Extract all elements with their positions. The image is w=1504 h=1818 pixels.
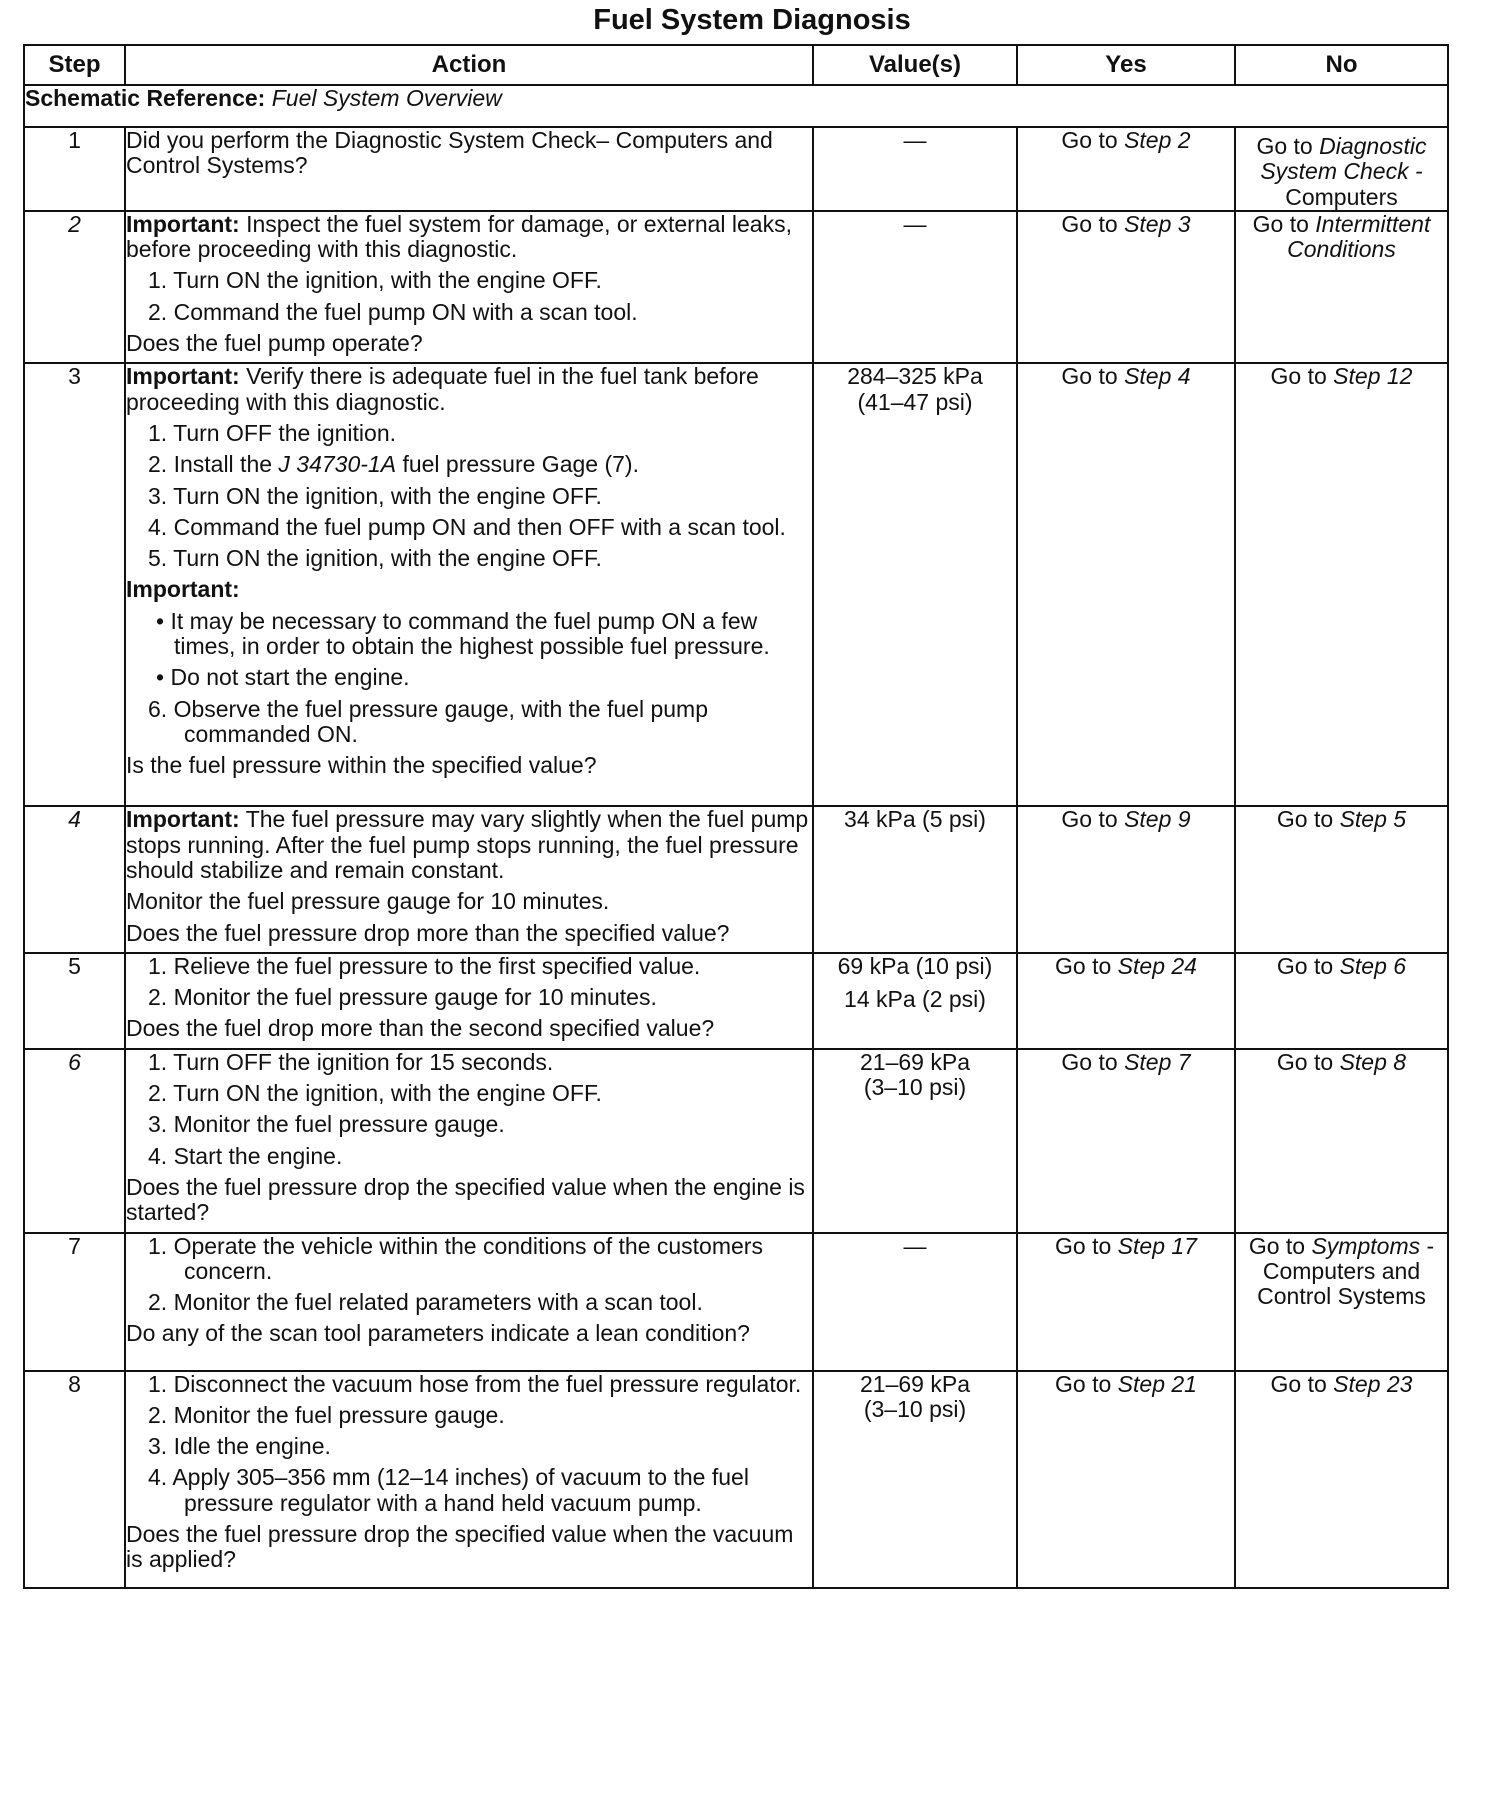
instruction-text: Command the fuel pump ON with a scan tool. <box>173 298 638 325</box>
bullet-icon: • <box>156 664 171 691</box>
instruction-number: 1. <box>148 267 174 294</box>
instruction-text: Turn ON the ignition, with the engine OFF. <box>173 1080 602 1107</box>
schematic-reference <box>24 85 1448 127</box>
yes-action-text: Go to <box>1061 127 1125 153</box>
bullet-instruction <box>126 609 812 660</box>
instruction-number: 3. <box>148 482 174 509</box>
numbered-instruction <box>126 1112 812 1137</box>
yes-action <box>1017 127 1235 211</box>
numbered-instruction <box>126 1081 812 1106</box>
instruction-text: Turn ON the ignition, with the engine OFF. <box>173 267 602 294</box>
instruction-text: Monitor the fuel pressure gauge. <box>173 1401 505 1428</box>
no-action-text: Go to <box>1276 952 1340 979</box>
question-text: Does the fuel pump operate? <box>126 330 423 357</box>
header-no: No <box>1235 45 1448 85</box>
step-number: 1 <box>24 127 125 211</box>
instruction-number: 1. <box>148 952 174 979</box>
value-text: 69 kPa (10 psi) <box>837 952 993 979</box>
yes-action <box>1017 211 1235 363</box>
no-action <box>1235 1233 1448 1371</box>
step-number: 7 <box>24 1233 125 1371</box>
instruction-number: 3. <box>148 1433 174 1460</box>
no-action-link[interactable]: Step 8 <box>1339 1048 1407 1075</box>
value-text: 21–69 kPa (3–10 psi) <box>860 1048 970 1101</box>
yes-action-text: Go to <box>1061 363 1125 390</box>
instruction-number: 4. <box>148 1142 174 1169</box>
instruction-number: 3. <box>148 1111 174 1138</box>
question-text: Does the fuel pressure drop the specified value when the vacuum is applied? <box>126 1521 794 1573</box>
value-text: — <box>903 210 927 237</box>
instruction-number: 2. <box>148 1401 174 1428</box>
header-yes: Yes <box>1017 45 1235 85</box>
value-text: 14 kPa (2 psi) <box>844 986 986 1013</box>
no-action <box>1235 953 1448 1049</box>
instruction-text: Install the <box>173 451 279 478</box>
instruction-number: 2. <box>148 1080 174 1107</box>
no-action-suffix: - Computers and Control Systems <box>1257 1232 1435 1310</box>
yes-action-text: Go to <box>1055 1232 1118 1259</box>
important-note <box>126 807 812 883</box>
instruction-text: Idle the engine. <box>173 1433 331 1460</box>
step-action <box>125 211 813 363</box>
step-number: 3 <box>24 363 125 806</box>
instruction-text: Start the engine. <box>173 1142 343 1169</box>
yes-action-link[interactable]: Step 24 <box>1117 952 1197 979</box>
instruction-text: Command the fuel pump ON and then OFF with a scan tool. <box>173 513 786 540</box>
value-text: 284–325 kPa (41–47 psi) <box>847 363 983 415</box>
yes-action-link[interactable]: Step 4 <box>1124 363 1191 390</box>
yes-action-link[interactable]: Step 2 <box>1124 127 1191 153</box>
step-action <box>125 363 813 806</box>
yes-action <box>1017 1233 1235 1371</box>
step-number: 5 <box>24 953 125 1049</box>
no-action-text: Go to <box>1256 133 1320 159</box>
yes-action-link[interactable]: Step 3 <box>1124 210 1191 237</box>
bullet-icon: • <box>156 607 171 634</box>
step-row-7 <box>24 1233 1448 1371</box>
instruction-number: 2. <box>148 984 174 1011</box>
yes-action-link[interactable]: Step 21 <box>1117 1370 1197 1397</box>
yes-action-link[interactable]: Step 7 <box>1124 1048 1191 1075</box>
step-action <box>125 1049 813 1233</box>
value-text: 21–69 kPa (3–10 psi) <box>860 1370 970 1422</box>
no-action <box>1235 127 1448 211</box>
yes-action <box>1017 1371 1235 1588</box>
question-text: Does the fuel pressure drop the specified value when the engine is started? <box>126 1173 805 1226</box>
no-action <box>1235 363 1448 806</box>
instruction-text: Monitor the fuel pressure gauge. <box>173 1111 505 1138</box>
numbered-instruction <box>126 515 812 540</box>
step-action <box>125 953 813 1049</box>
yes-action <box>1017 363 1235 806</box>
no-action-link[interactable]: Step 12 <box>1333 363 1413 390</box>
instruction-text: Relieve the fuel pressure to the first specified value. <box>173 952 701 979</box>
step-values <box>813 1371 1017 1588</box>
no-action-text: Go to <box>1276 1048 1340 1075</box>
step-values <box>813 127 1017 211</box>
numbered-instruction <box>126 268 812 293</box>
yes-action <box>1017 953 1235 1049</box>
no-action-link[interactable]: Symptoms <box>1311 1232 1421 1259</box>
diagnosis-table <box>23 44 1449 1589</box>
step-row-5 <box>24 953 1448 1049</box>
instruction-number: 1. <box>148 1232 174 1259</box>
important-label: Important: <box>126 363 240 390</box>
instruction-text: fuel pressure Gage (7). <box>396 451 639 478</box>
no-action-text: Go to <box>1252 210 1316 237</box>
numbered-instruction <box>126 954 812 979</box>
value-text: 34 kPa (5 psi) <box>844 806 986 833</box>
instruction-number: 6. <box>148 695 174 722</box>
step-values <box>813 953 1017 1049</box>
instruction-number: 1. <box>148 1370 174 1397</box>
numbered-instruction <box>126 1403 812 1428</box>
instruction-text: Do not start the engine. <box>170 664 410 691</box>
instruction-text: Disconnect the vacuum hose from the fuel pressure regulator. <box>173 1370 802 1397</box>
step-action <box>125 806 813 952</box>
step-row-6 <box>24 1049 1448 1233</box>
important-label: Important: <box>126 576 240 603</box>
yes-action-text: Go to <box>1061 210 1125 237</box>
no-action-text: Go to <box>1276 806 1340 833</box>
no-action-link[interactable]: Step 5 <box>1339 806 1407 833</box>
instruction-text: Apply 305–356 mm (12–14 inches) of vacuum to the fuel pressure regulator with a hand held vacuum pump. <box>172 1464 749 1516</box>
step-values <box>813 1233 1017 1371</box>
no-action <box>1235 1049 1448 1233</box>
numbered-instruction <box>126 546 812 571</box>
important-text: The fuel pressure may vary slightly when the fuel pump stops running. After the fuel pump stops running, the fuel pressure should stabilize and remain constant. <box>126 806 809 883</box>
no-action-text: Go to <box>1270 1370 1334 1397</box>
instruction-text: Turn OFF the ignition. <box>173 419 397 446</box>
instruction-number: 2. <box>148 451 174 478</box>
step-row-2 <box>24 211 1448 363</box>
yes-action <box>1017 806 1235 952</box>
no-action-link[interactable]: Step 6 <box>1339 952 1407 979</box>
instruction-number: 4. <box>148 1464 173 1491</box>
header-action: Action <box>125 45 813 85</box>
no-action-link[interactable]: Intermittent Conditions <box>1287 210 1431 263</box>
instruction-text: Monitor the fuel pressure gauge for 10 minutes. <box>173 984 657 1011</box>
numbered-instruction <box>126 300 812 325</box>
schematic-reference-link[interactable]: Fuel System Overview <box>271 85 502 111</box>
instruction-number: 5. <box>148 545 174 572</box>
yes-action <box>1017 1049 1235 1233</box>
numbered-instruction <box>126 1234 812 1285</box>
step-values <box>813 1049 1017 1233</box>
step-number: 6 <box>24 1049 125 1233</box>
step-number: 4 <box>24 806 125 952</box>
question-text: Do any of the scan tool parameters indicate a lean condition? <box>126 1320 750 1347</box>
yes-action-text: Go to <box>1061 806 1125 833</box>
numbered-instruction <box>126 1144 812 1169</box>
step-row-4 <box>24 806 1448 952</box>
important-text: Verify there is adequate fuel in the fuel tank before proceeding with this diagnostic. <box>126 363 759 415</box>
question-text: Does the fuel drop more than the second specified value? <box>126 1015 715 1042</box>
yes-action-text: Go to <box>1055 1370 1118 1397</box>
important-label: Important: <box>126 210 240 237</box>
numbered-instruction <box>126 1434 812 1459</box>
step-number: 2 <box>24 211 125 363</box>
important-note <box>126 577 812 602</box>
question-text: Does the fuel pressure drop more than the specified value? <box>126 919 730 946</box>
step-action <box>125 1233 813 1371</box>
no-action-text: Go to <box>1270 363 1334 390</box>
instruction-text: Monitor the fuel related parameters with a scan tool. <box>173 1289 703 1316</box>
step-values <box>813 211 1017 363</box>
instruction-number: 1. <box>148 419 174 446</box>
numbered-instruction <box>126 452 812 477</box>
numbered-instruction <box>126 1372 812 1397</box>
header-row <box>24 45 1448 85</box>
important-label: Important: <box>126 806 240 833</box>
value-text: — <box>903 127 927 153</box>
instruction-text: Turn ON the ignition, with the engine OFF. <box>173 482 602 509</box>
yes-action-link[interactable]: Step 17 <box>1117 1232 1197 1259</box>
numbered-instruction <box>126 985 812 1010</box>
page-title: Fuel System Diagnosis <box>593 4 911 36</box>
instruction-text: It may be necessary to command the fuel pump ON a few times, in order to obtain the highest possible fuel pressure. <box>170 607 770 660</box>
no-action-link[interactable]: Step 23 <box>1333 1370 1413 1397</box>
no-action-text: Go to <box>1248 1232 1312 1259</box>
question-text: Is the fuel pressure within the specified value? <box>126 752 597 779</box>
schematic-reference-row <box>24 85 1448 127</box>
header-values: Value(s) <box>813 45 1017 85</box>
numbered-instruction <box>126 1050 812 1075</box>
numbered-instruction <box>126 484 812 509</box>
numbered-instruction <box>126 1290 812 1315</box>
instruction-number: 4. <box>148 513 174 540</box>
step-action <box>125 127 813 211</box>
instruction-number: 2. <box>148 298 174 325</box>
instruction-number: 2. <box>148 1289 174 1316</box>
no-action <box>1235 1371 1448 1588</box>
no-action <box>1235 806 1448 952</box>
step-row-3 <box>24 363 1448 806</box>
step-values <box>813 806 1017 952</box>
tool-reference: J 34730-1A <box>278 451 397 478</box>
yes-action-text: Go to <box>1061 1048 1125 1075</box>
instruction-text: Observe the fuel pressure gauge, with the fuel pump commanded ON. <box>173 695 709 747</box>
numbered-instruction <box>126 421 812 446</box>
question-text: Did you perform the Diagnostic System Check– Computers and Control Systems? <box>126 127 773 179</box>
step-action <box>125 1371 813 1588</box>
numbered-instruction <box>126 697 812 748</box>
numbered-instruction <box>126 1465 812 1516</box>
instruction-number: 1. <box>148 1048 174 1075</box>
schematic-reference-label: Schematic Reference: <box>25 85 266 111</box>
yes-action-link[interactable]: Step 9 <box>1124 806 1191 833</box>
step-row-1 <box>24 127 1448 211</box>
instruction-text: Operate the vehicle within the conditions of the customers concern. <box>173 1232 763 1284</box>
step-values <box>813 363 1017 806</box>
yes-action-text: Go to <box>1055 952 1118 979</box>
no-action <box>1235 211 1448 363</box>
important-note <box>126 364 812 415</box>
question-text: Monitor the fuel pressure gauge for 10 minutes. <box>126 888 610 915</box>
instruction-text: Turn ON the ignition, with the engine OFF. <box>173 545 602 572</box>
step-number: 8 <box>24 1371 125 1588</box>
no-action-link[interactable]: Diagnostic System Check - <box>1260 133 1427 185</box>
important-note <box>126 212 812 263</box>
value-text: — <box>903 1232 927 1259</box>
header-step: Step <box>24 45 125 85</box>
important-text: Inspect the fuel system for damage, or external leaks, before proceeding with this diagnostic. <box>126 210 792 263</box>
bullet-instruction <box>126 665 812 690</box>
instruction-text: Turn OFF the ignition for 15 seconds. <box>173 1048 554 1075</box>
step-row-8 <box>24 1371 1448 1588</box>
no-action-suffix: Computers <box>1285 183 1398 210</box>
